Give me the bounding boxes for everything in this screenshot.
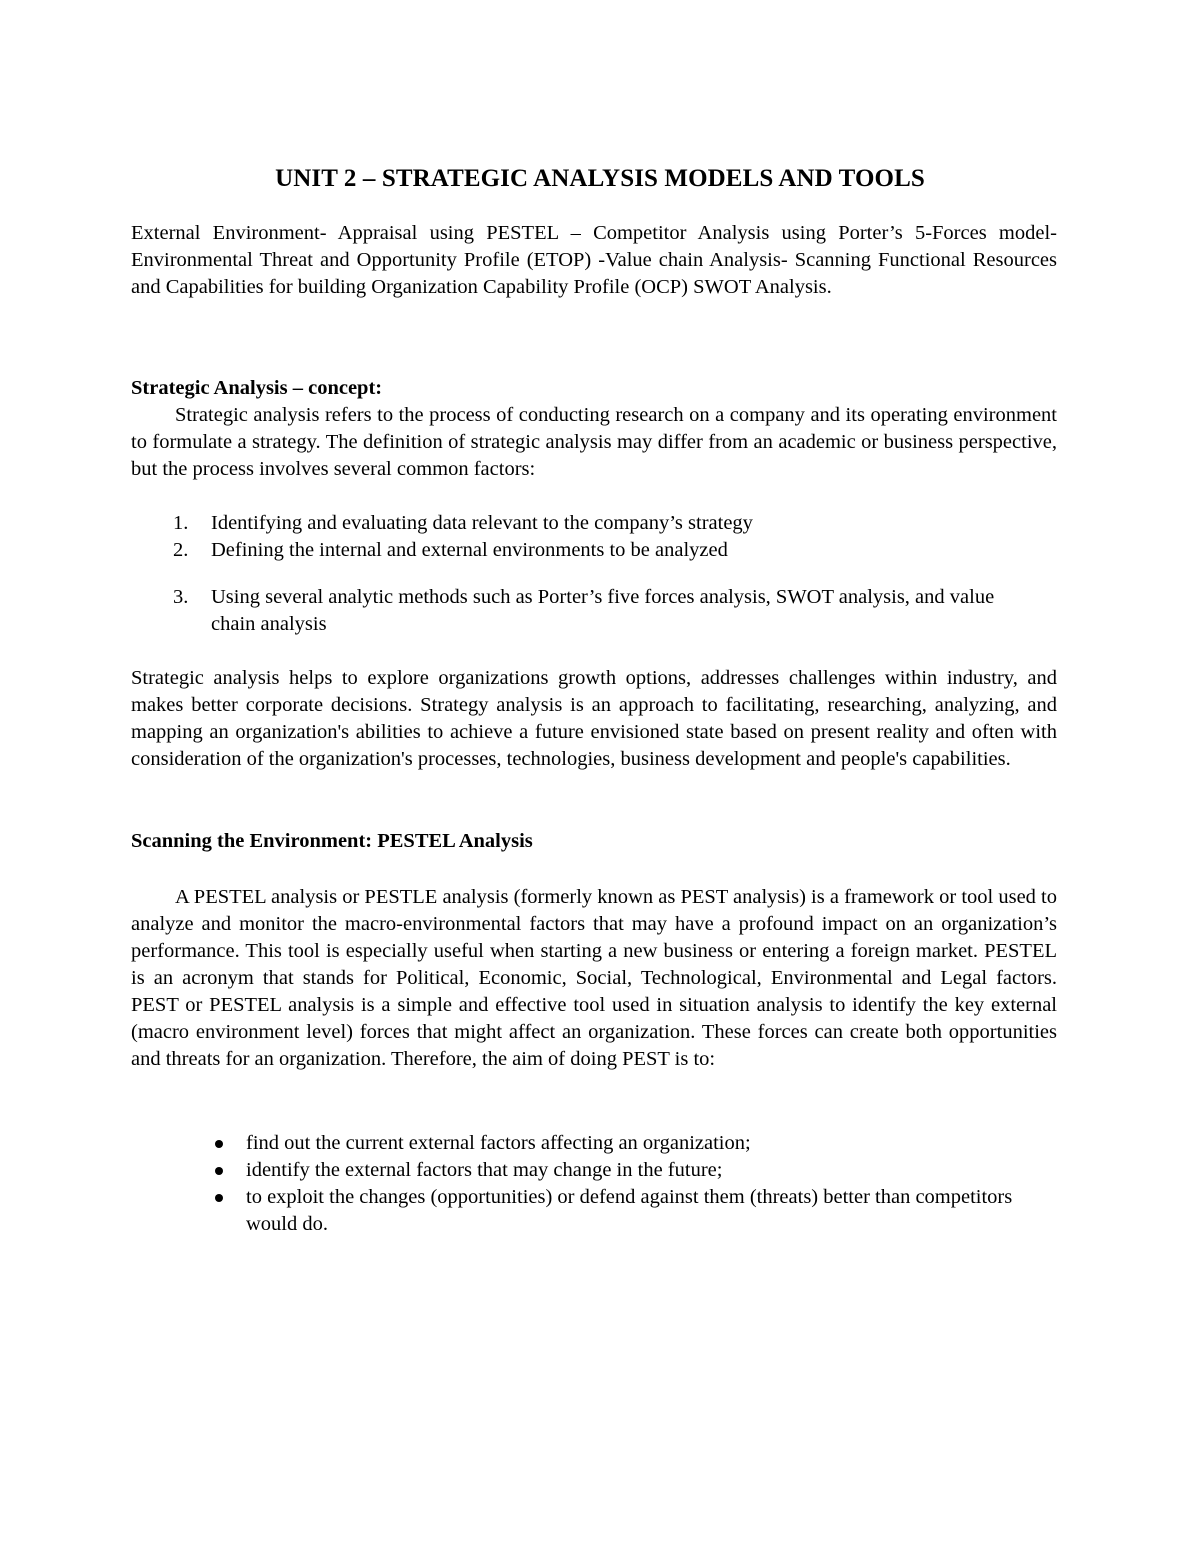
- numbered-list-item: [173, 537, 1033, 564]
- list-item: [210, 1130, 1040, 1157]
- page-title: UNIT 2 – STRATEGIC ANALYSIS MODELS AND TOOLS: [275, 165, 925, 192]
- list-number: 3.: [173, 586, 189, 608]
- numbered-list-item: [173, 584, 1023, 638]
- list-number: 1.: [173, 512, 189, 534]
- list-item-text: Defining the internal and external environments to be analyzed: [211, 539, 728, 561]
- list-item-text: Identifying and evaluating data relevant to the company’s strategy: [211, 512, 753, 534]
- pestel-paragraph: A PESTEL analysis or PESTLE analysis (formerly known as PEST analysis) is a framework or tool used to analyze and monitor the macro-environmental factors that may have a profound impact on an organization’s performance. This tool is especially useful when starting a new business or entering a foreign market. PESTEL is an acronym that stands for Political, Economic, Social, Technological, Environmental and Legal factors. PEST or PESTEL analysis is a simple and effective tool used in situation analysis to identify the key external (macro environment level) forces that might affect an organization. These forces can create both opportunities and threats for an organization. Therefore, the aim of doing PEST is to:: [131, 886, 1057, 1070]
- list-item-text: Using several analytic methods such as Porter’s five forces analysis, SWOT analysis, and value chain analysis: [211, 586, 995, 635]
- numbered-list-item: [173, 510, 1033, 537]
- strategic-analysis-paragraph: Strategic analysis refers to the process of conducting research on a company and its operating environment to formulate a strategy. The definition of strategic analysis may differ from an academic or business perspective, but the process involves several common factors:: [131, 404, 1057, 480]
- intro-paragraph: External Environment- Appraisal using PESTEL – Competitor Analysis using Porter’s 5-Forces model-Environmental Threat and Opportunity Profile (ETOP) -Value chain Analysis- Scanning Functional Resources and Capabilities for building Organization Capability Profile (OCP) SWOT Analysis.: [131, 222, 1057, 298]
- list-item: [210, 1157, 1040, 1184]
- section-heading-strategic-analysis: Strategic Analysis – concept:: [131, 377, 383, 399]
- list-item-text: to exploit the changes (opportunities) or defend against them (threats) better than competitors would do.: [246, 1186, 1013, 1235]
- section-heading-pestel: Scanning the Environment: PESTEL Analysis: [131, 830, 533, 852]
- bullet-icon: [210, 1130, 246, 1157]
- pestel-aims-list: [210, 1130, 1040, 1238]
- list-item-text: identify the external factors that may change in the future;: [246, 1159, 723, 1181]
- list-item: [210, 1184, 1040, 1238]
- list-number: 2.: [173, 539, 189, 561]
- strategic-analysis-paragraph-2: Strategic analysis helps to explore organizations growth options, addresses challenges within industry, and makes better corporate decisions. Strategy analysis is an approach to facilitating, researching, analyzing, and mapping an organization's abilities to achieve a future envisioned state based on present reality and often with consideration of the organization's processes, technologies, business development and people's capabilities.: [131, 667, 1057, 770]
- list-item-text: find out the current external factors affecting an organization;: [246, 1132, 751, 1154]
- bullet-icon: [210, 1184, 246, 1238]
- bullet-icon: [210, 1157, 246, 1184]
